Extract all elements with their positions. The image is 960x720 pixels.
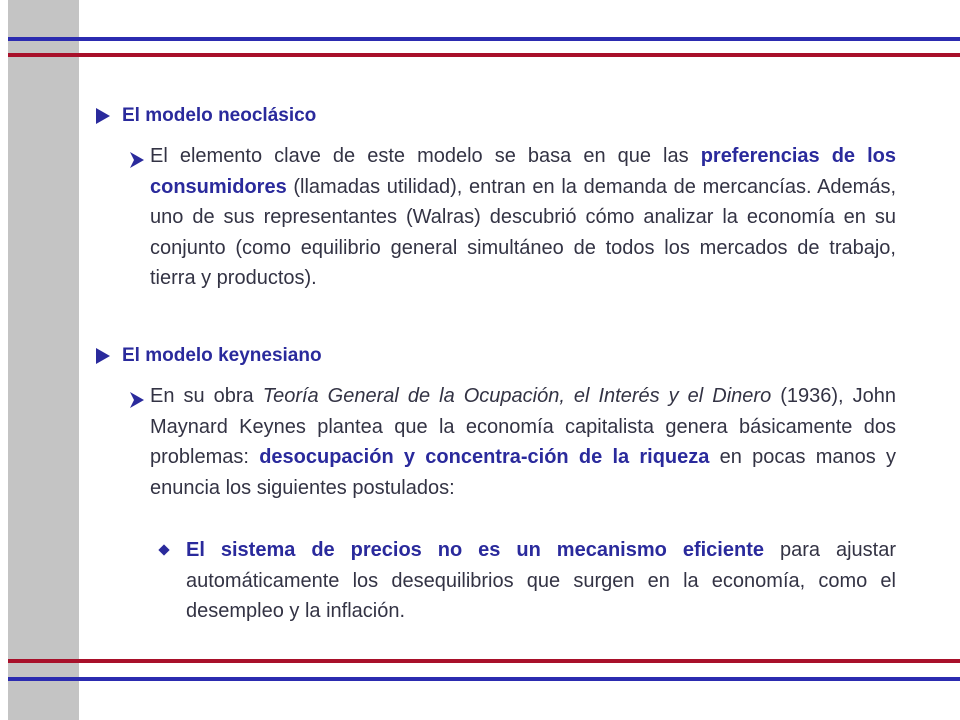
section1-bold-1: preferencias de los consumidores [150,145,896,198]
section1-text-1: El elemento clave de este modelo se basa en que las [150,145,701,167]
diamond-bullet-icon [158,544,169,555]
play-arrow-icon [96,108,110,124]
section1-heading [96,105,316,127]
section1-text-2: (llamadas utilidad), entran en la demanda de mercancías. Además, uno de sus representantes (Walras) descubrió cómo analizar la economía en su conjunto (como equilibrio general simultáneo de todos los mercados de trabajo, tierra y productos). [150,175,896,289]
section2-text-2: (1936), John Maynard Keynes plantea que la economía capitalista genera básicamente dos problemas: [150,385,896,468]
section2-text-3: en pocas manos y enuncia los siguientes postulados: [150,446,896,499]
section2-paragraph [150,381,896,503]
chevron-arrow-icon [130,392,144,408]
postulate-bold: El sistema de precios no es un mecanismo eficiente [186,539,764,561]
section2-heading [96,345,322,367]
section2-text-1: En su obra [150,385,263,407]
section1-paragraph [150,141,896,294]
postulate-text: para ajustar automáticamente los desequilibrios que surgen en la economía, como el desempleo y la inflación. [186,539,896,622]
section2-bold-1: desocupación y concentra-ción de la riqueza [259,446,710,468]
play-arrow-icon [96,348,110,364]
section2-title: El modelo keynesiano [122,345,322,366]
chevron-arrow-icon [130,152,144,168]
section1-title: El modelo neoclásico [122,105,317,126]
book-title: Teoría General de la Ocupación, el Interés y el Dinero [262,385,772,407]
postulate-bullet [186,535,896,627]
